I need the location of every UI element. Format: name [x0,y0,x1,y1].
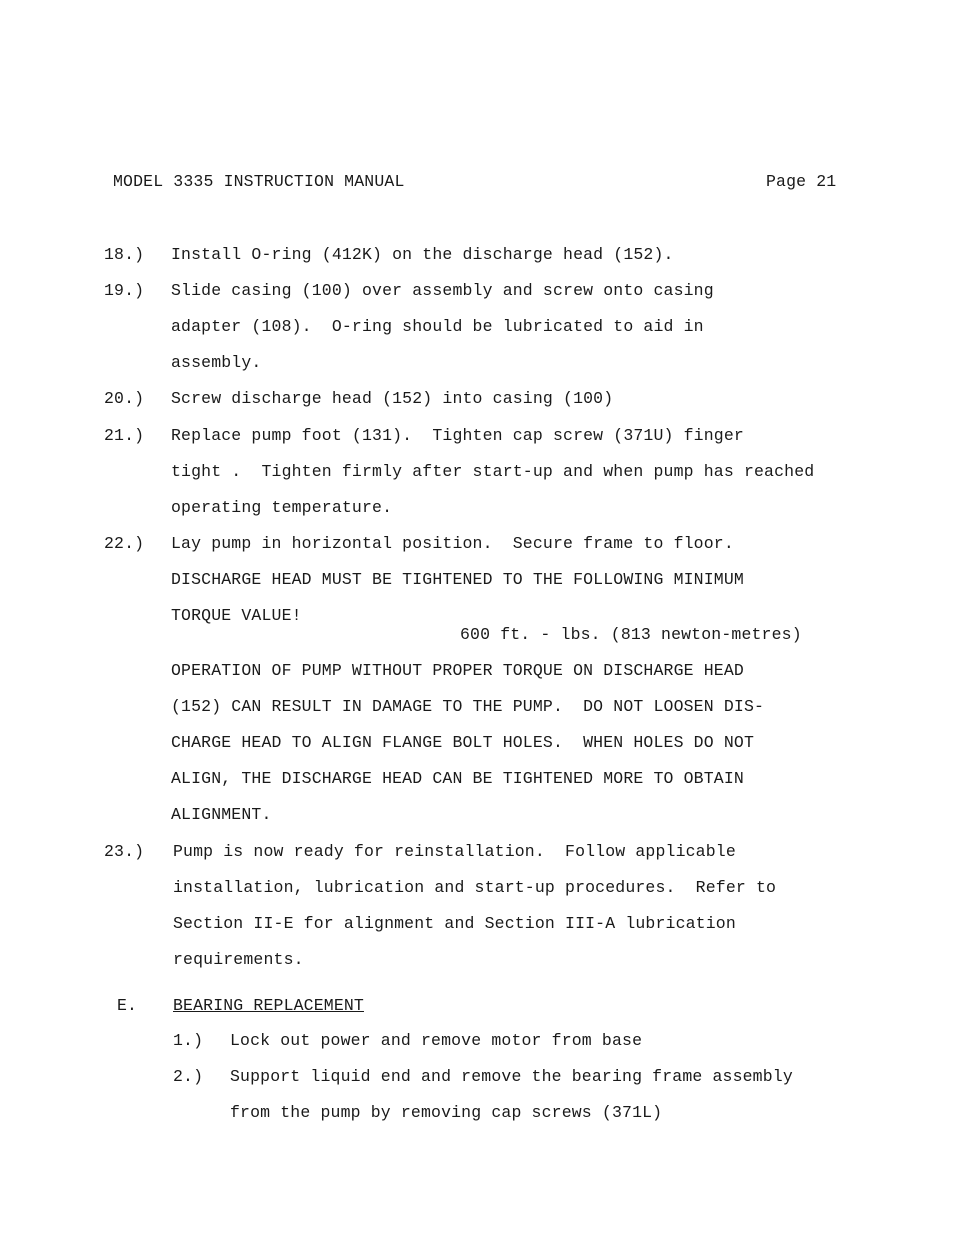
step-text-line: assembly. [171,353,262,372]
section-item-text-line: from the pump by removing cap screws (371L) [230,1103,663,1122]
step-number: 19.) [104,281,145,300]
step-text-line: requirements. [173,950,304,969]
section-title: BEARING REPLACEMENT [173,996,364,1015]
page-number: Page 21 [766,172,837,191]
step-text-line: operating temperature. [171,498,393,517]
step-number: 22.) [104,534,145,553]
step-number: 23.) [104,842,145,861]
warning-text-line: (152) CAN RESULT IN DAMAGE TO THE PUMP. DO NOT LOOSEN DIS- [171,697,765,716]
step-text-line: Replace pump foot (131). Tighten cap screw (371U) finger [171,426,744,445]
step-text-line: Lay pump in horizontal position. Secure frame to floor. [171,534,734,553]
step-text-line: adapter (108). O-ring should be lubricated to aid in [171,317,704,336]
torque-value: 600 ft. - lbs. (813 newton-metres) [460,625,802,644]
warning-text-line: CHARGE HEAD TO ALIGN FLANGE BOLT HOLES. WHEN HOLES DO NOT [171,733,754,752]
step-text-line: DISCHARGE HEAD MUST BE TIGHTENED TO THE FOLLOWING MINIMUM [171,570,744,589]
section-item-number: 2.) [173,1067,204,1086]
step-text-line: TORQUE VALUE! [171,606,302,625]
warning-text-line: ALIGNMENT. [171,805,272,824]
step-text-line: tight . Tighten firmly after start-up and when pump has reached [171,462,815,481]
step-text-line: Section II-E for alignment and Section III-A lubrication [173,914,736,933]
step-text-line: Slide casing (100) over assembly and screw onto casing [171,281,714,300]
step-text-line: Install O-ring (412K) on the discharge head (152). [171,245,674,264]
step-text-line: Pump is now ready for reinstallation. Follow applicable [173,842,736,861]
section-item-number: 1.) [173,1031,204,1050]
step-number: 21.) [104,426,145,445]
step-text-line: Screw discharge head (152) into casing (100) [171,389,614,408]
manual-title: MODEL 3335 INSTRUCTION MANUAL [113,172,405,191]
section-item-text-line: Lock out power and remove motor from base [230,1031,643,1050]
section-letter: E. [117,996,138,1015]
warning-text-line: ALIGN, THE DISCHARGE HEAD CAN BE TIGHTENED MORE TO OBTAIN [171,769,744,788]
warning-text-line: OPERATION OF PUMP WITHOUT PROPER TORQUE ON DISCHARGE HEAD [171,661,744,680]
section-item-text-line: Support liquid end and remove the bearing frame assembly [230,1067,793,1086]
step-number: 20.) [104,389,145,408]
step-text-line: installation, lubrication and start-up procedures. Refer to [173,878,777,897]
step-number: 18.) [104,245,145,264]
